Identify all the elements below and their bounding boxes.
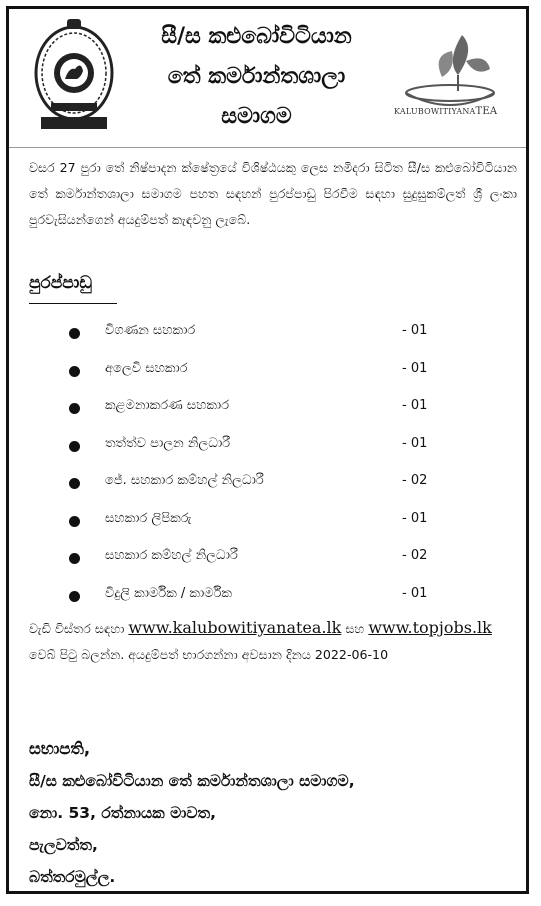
vacancy-name: ජේ. සහකාර කම්හල් නිලධාරී	[105, 473, 264, 488]
vacancy-item	[69, 505, 469, 543]
signature-block	[29, 733, 355, 893]
vacancy-item	[69, 580, 469, 618]
topjobs-link[interactable]: www.topjobs.lk	[368, 618, 492, 637]
vacancy-name: විදුලි කාර්මික / කාර්මික	[105, 585, 232, 601]
national-emblem-icon	[31, 17, 117, 135]
vacancy-item	[69, 542, 469, 580]
vacancies-heading: පුරප්පාඩු	[29, 273, 92, 293]
tea-logo-text: KALUBOWITIYANATEA	[394, 106, 498, 117]
vacancy-count: - 02	[402, 548, 428, 563]
title-line-1: සී/ස කළුබෝවිටියාන	[161, 24, 352, 49]
details-suffix: වෙබ් පිටු බලන්න. අයදුම්පත් භාරගන්නා අවසාන දිනය 2022-06-10	[29, 647, 389, 662]
address-line-2: පැලවත්ත,	[29, 836, 98, 854]
vacancy-item	[69, 467, 469, 505]
vacancy-count: - 01	[402, 323, 428, 338]
bullet-icon	[69, 516, 80, 527]
header	[9, 9, 526, 148]
bullet-icon	[69, 553, 80, 564]
signatory-title: සභාපති,	[29, 739, 91, 758]
bullet-icon	[69, 403, 80, 414]
address-line-3: බත්තරමුල්ල.	[29, 868, 116, 886]
vacancy-count: - 01	[402, 360, 428, 376]
title-line-2: තේ කර්මාන්තශාලා	[167, 64, 346, 89]
company-website-link[interactable]: www.kalubowitiyanatea.lk	[128, 618, 342, 637]
tea-logo	[392, 31, 512, 119]
title-line-3: සමාගම	[221, 104, 292, 129]
vacancy-item	[69, 317, 469, 355]
address-line-1: නො. 53, රත්නායක මාවත,	[29, 804, 217, 822]
vacancy-list	[69, 317, 469, 617]
vacancy-count: - 01	[402, 435, 428, 451]
signatory-company: සී/ස කළුබෝවිටියාන තේ කර්මාන්තශාලා සමාගම,	[29, 772, 355, 790]
vacancy-item	[69, 430, 469, 468]
vacancy-name: තත්ත්ව පාලන නිලධාරී	[105, 435, 231, 451]
vacancy-item	[69, 392, 469, 430]
vacancy-name: විගණන සහකාර	[105, 323, 196, 338]
company-title	[127, 17, 386, 137]
details-paragraph	[29, 615, 517, 668]
vacancy-name: සහකාර කම්හල් නිලධාරී	[105, 548, 238, 563]
bullet-icon	[69, 366, 80, 377]
vacancy-count: - 02	[402, 473, 428, 488]
details-prefix: වැඩි විස්තර සඳහා	[29, 621, 125, 636]
vacancy-count: - 01	[402, 398, 428, 413]
bullet-icon	[69, 591, 80, 602]
vacancy-item	[69, 355, 469, 393]
intro-paragraph: වසර 27 පුරා තේ නිෂ්පාදන ක්ෂේත්‍රයේ විශිෂ්ඨයකු ලෙස නමිදරා සිටිත සී/ස කළුබෝවිටියාන තේ කර්මාන්තශාලා සමාගම පහත සඳහන් පුරප්පාඩු පිරවීම සඳහා සුදුසුකම්ලත් ශ්‍රී ලංකා පුරවැසියන්ගෙන් අයදුම්පත් කැඳවනු ලැබේ.	[29, 160, 517, 227]
details-conjunction: සහ	[345, 621, 365, 636]
bullet-icon	[69, 328, 80, 339]
vacancy-name: කළමනාකරණ සහකාර	[105, 398, 230, 413]
heading-underline	[29, 303, 117, 304]
tea-cup-leaf-icon	[392, 31, 512, 107]
vacancy-count: - 01	[402, 510, 428, 526]
vacancy-name: සහකාර ලිපිකරු	[105, 510, 192, 526]
vacancy-name: අලෙවි සහකාර	[105, 360, 188, 376]
vacancy-count: - 01	[402, 585, 428, 601]
bullet-icon	[69, 441, 80, 452]
bullet-icon	[69, 478, 80, 489]
advertisement-frame	[6, 6, 529, 894]
